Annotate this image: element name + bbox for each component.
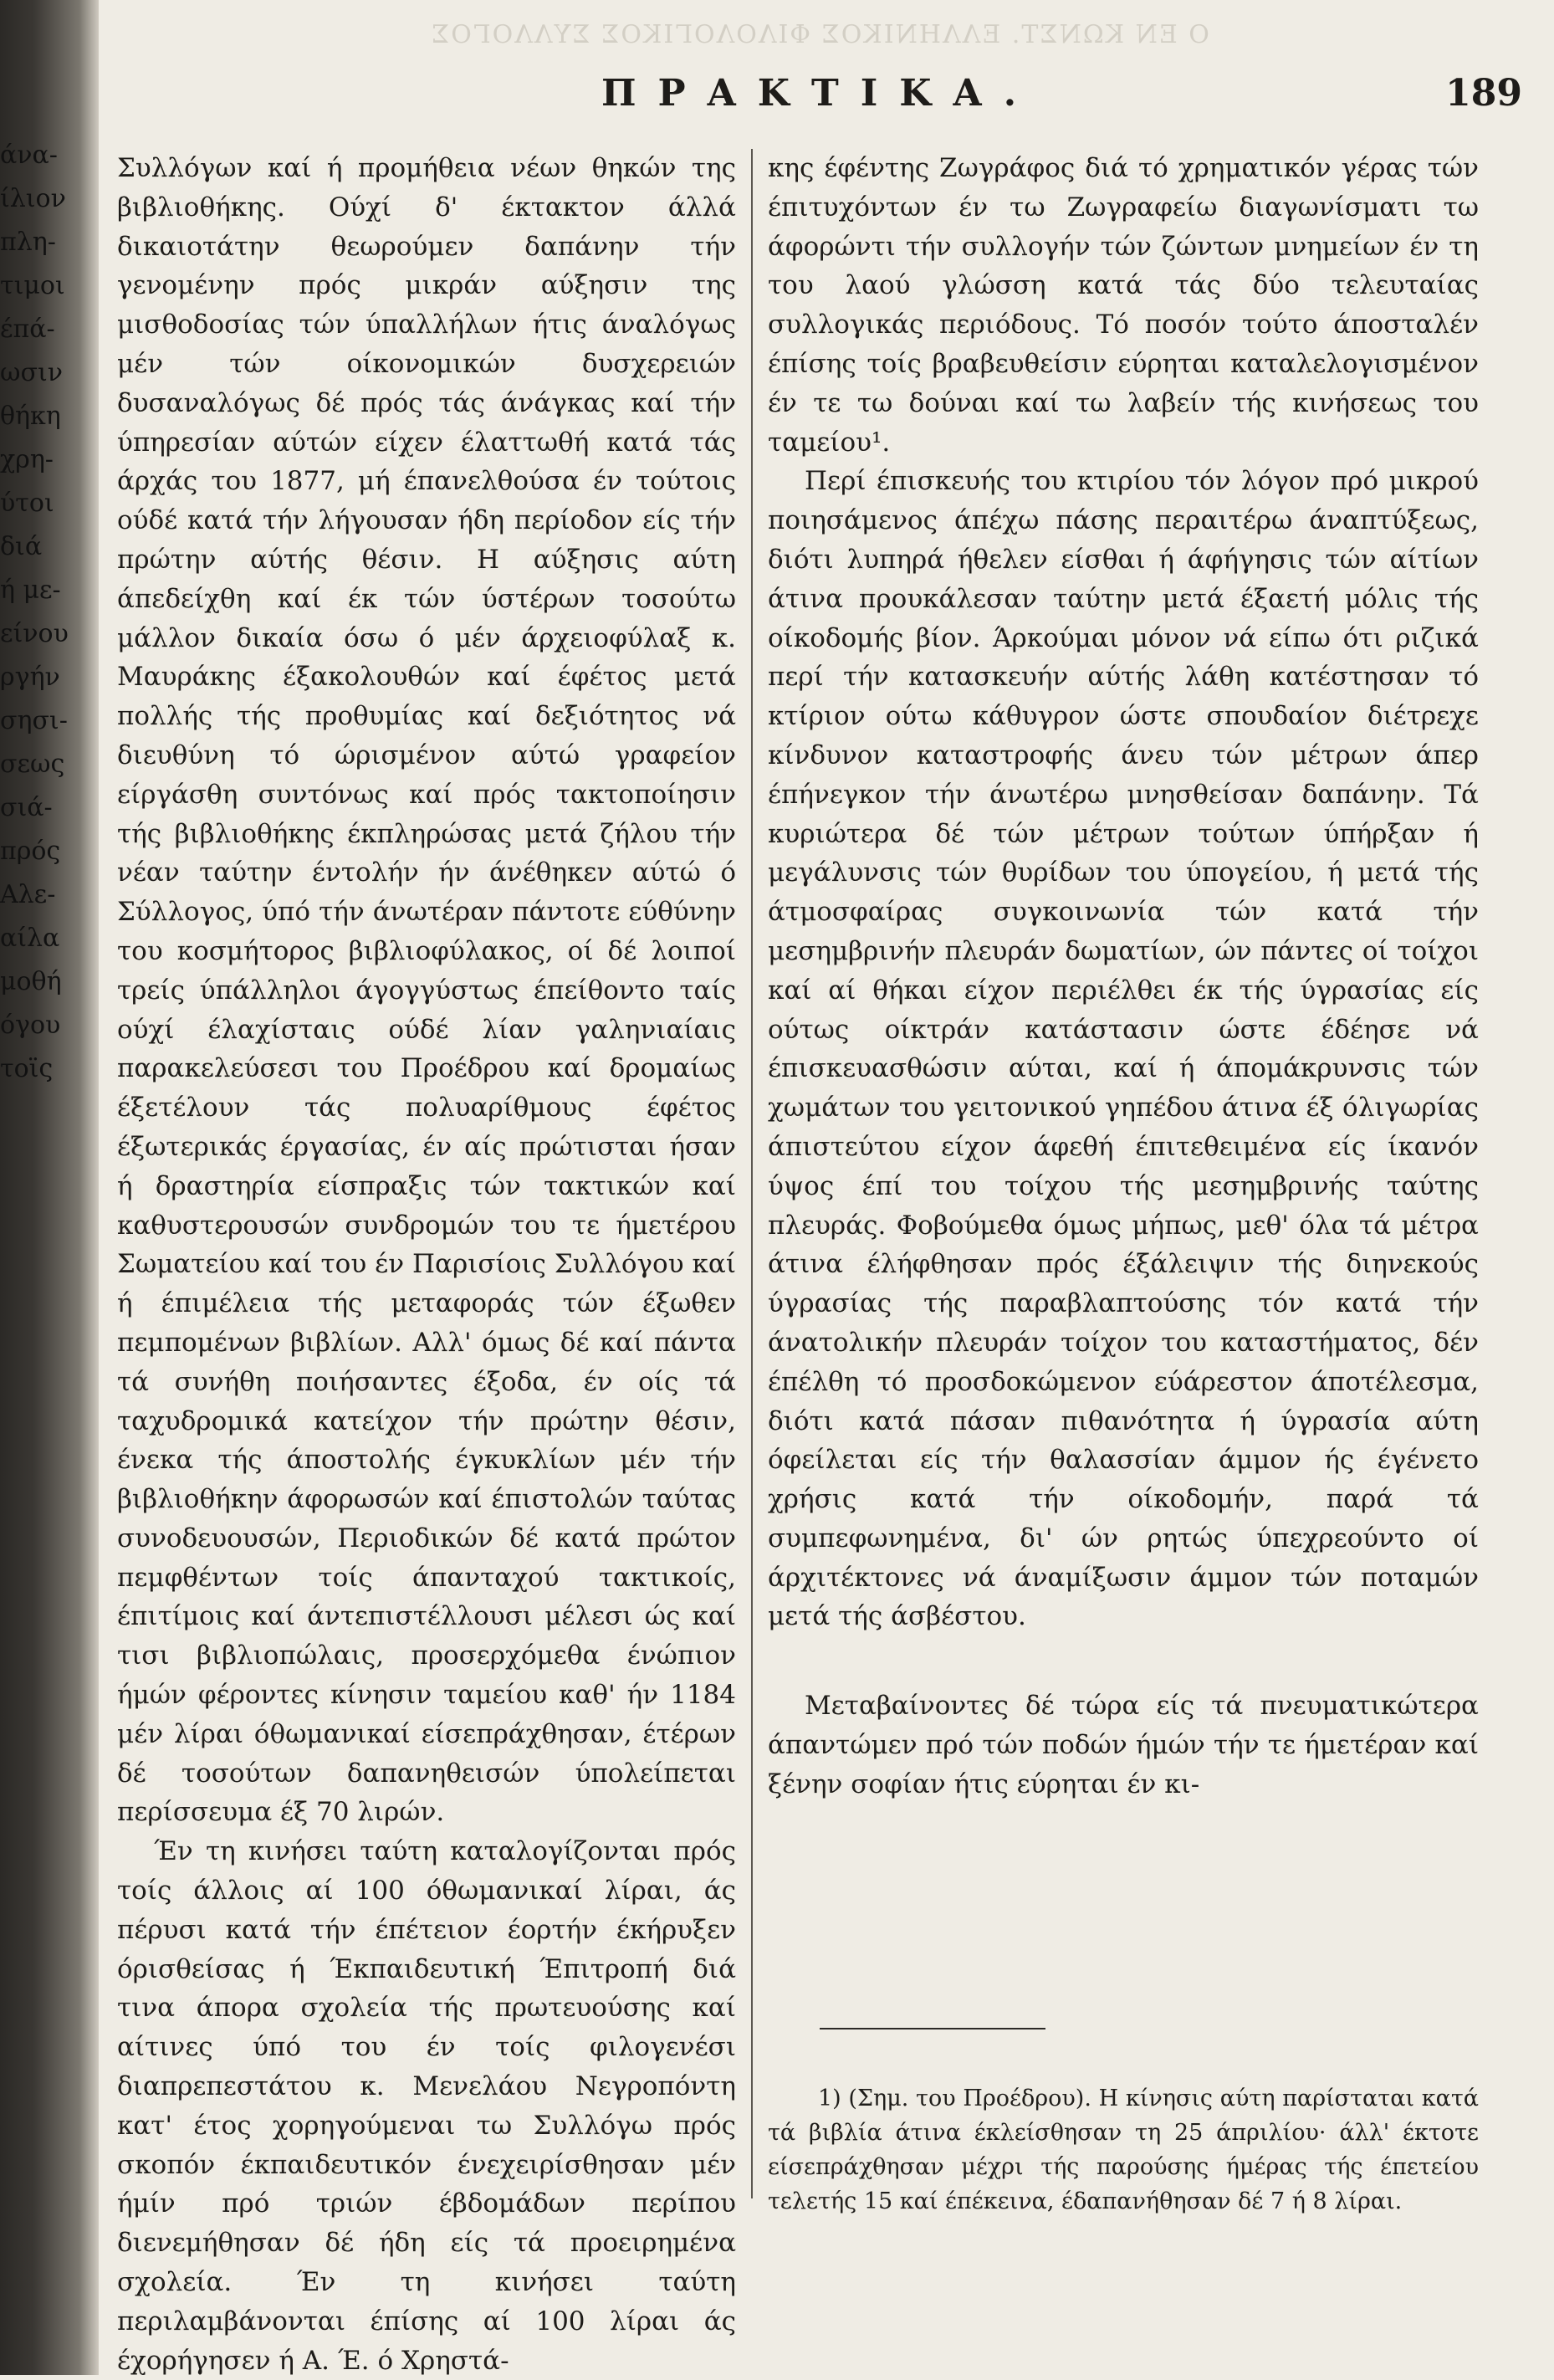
paragraph: κης έφέντης Ζωγράφος διά τό χρηματικόν γέρας τών έπιτυχόντων έν τω Ζωγραφείω διαγωνίσματι τω άφορώντι τήν συλλογήν τών ζώντων μνημείων έν τη του λαού γλώσση κατά τάς δύο τελευταίας συλλογικάς περιόδους. Τό ποσόν τούτο άποσταλέν έπίσης τοίς βραβευθείσιν εύρηται καταλελογισμένον έν τε τω δούναι καί τω λαβείν τής κινήσεως του ταμείου¹.: [768, 153, 1479, 458]
margin-fragment: ή με-: [0, 576, 61, 605]
page-number: 189: [1445, 72, 1522, 115]
footnote: 1) (Σημ. του Προέδρου). Η κίνησις αύτη παρίσταται κατά τά βιβλία άτινα έκλείσθησαν τη 25 άπριλίου· άλλ' έκτοτε είσεπράχθησαν μέχρι τής παρούσης ήμέρας τής έπετείου τελετής 15 καί έπέκεινα, έδαπανήθησαν δέ 7 ή 8 λίραι.: [768, 2086, 1479, 2214]
margin-fragment: θήκη: [0, 402, 61, 431]
footnote-rule: [820, 2028, 1045, 2029]
margin-fragment: διά: [0, 532, 43, 561]
margin-fragment: όγου: [0, 1011, 61, 1040]
margin-fragment: τιμοι: [0, 271, 65, 300]
section-gap: [768, 1636, 1479, 1686]
paragraph: Έν τη κινήσει ταύτη καταλογίζονται πρός τοίς άλλοις αί 100 όθωμανικαί λίραι, άς πέρυσι κατά τήν έπέτειον έορτήν έκήρυξεν όρισθείσας ή Έκπαιδευτική Έπιτροπή διά τινα άπορα σχολεία τής πρωτευούσης καί αίτινες ύπό του έν τοίς φιλογενέσι διαπρεπεστάτου κ. Μενελάου Νεγροπόντη κατ' έτος χορηγούμεναι τω Συλλόγω πρός σκοπόν έκπαιδευτικόν ένεχειρίσθησαν μέν ήμίν πρό τριών έβδομάδων περίπου διενεμήθησαν δέ ήδη είς τά προειρημένα σχολεία. Έν τη κινήσει ταύτη περιλαμβάνονται έπίσης αί 100 λίραι άς έχορήγησεν ή Α. Έ. ό Χρηστά-: [117, 1836, 736, 2376]
margin-fragment: ίλιον: [0, 184, 66, 213]
margin-fragment: ύτοι: [0, 489, 54, 518]
paragraph: Συλλόγων καί ή προμήθεια νέων θηκών της βιβλιοθήκης. Ούχί δ' έκτακτον άλλά δικαιοτάτην θεωρούμεν δαπάνην τήν γενομένην πρός μικράν αύξησιν της μισθοδοσίας τών ύπαλλήλων ήτις άναλόγως μέν τών οίκονομικών δυσχερειών δυσαναλόγως δέ πρός τάς άνάγκας καί τήν ύπηρεσίαν αύτών είχεν έλαττωθή κατά τάς άρχάς του 1877, μή έπανελθούσα έν τούτοις ούδέ κατά τήν λήγουσαν ήδη περίοδον είς τήν πρώτην αύτής θέσιν. Η αύξησις αύτη άπεδείχθη καί έκ τών ύστέρων τοσούτω μάλλον δικαία όσω ό μέν άρχειοφύλαξ κ. Μαυράκης έξακολουθών καί έφέτος μετά πολλής τής προθυμίας καί δεξιότητος νά διευθύνη τό ώρισμένον αύτώ γραφείον είργάσθη συντόνως καί πρός τακτοποίησιν τής βιβλιοθήκης έκπληρώσας μετά ζήλου τήν νέαν ταύτην έντολήν ήν άνέθηκεν αύτώ ό Σύλλογος, ύπό τήν άνωτέραν πάντοτε εύθύνην του κοσμήτορος βιβλιοφύλακος, οί δέ λοιποί τρείς ύπάλληλοι άγογγύστως έπείθοντο ταίς ούχί έλαχίσταις ούδέ λίαν γαληνιαίαις παρακελεύσεσι του Προέδρου καί δρομαίως έξετέλουν τάς πολυαρίθμους έφέτος έξωτερικάς έργασίας, έν αίς πρώτισται ήσαν ή δραστηρία είσπραξις τών τακτικών καί καθυστερουσών συνδρομών του τε ήμετέρου Σωματείου καί του έν Παρισίοις Συλλόγου καί ή έπιμέλεια τής μεταφοράς τών έξωθεν πεμπομένων βιβλίων. Αλλ' όμως δέ καί πάντα τά συνήθη ποιήσαντες έξοδα, έν οίς τά ταχυδρομικά κατείχον τήν πρώτην θέσιν, ένεκα τής άποστολής έγκυκλίων μέν τήν βιβλιοθήκην άφορωσών καί έπιστολών ταύτας συνοδευουσών, Περιοδικών δέ κατά πρώτον πεμφθέντων τοίς άπανταχού τακτικοίς, έπιτίμοις καί άντεπιστέλλουσι μέλεσι ώς καί τισι βιβλιοπώλαις, προσερχόμεθα ένώπιον ήμών φέροντες κίνησιν ταμείου καθ' ήν 1184 μέν λίραι όθωμανικαί είσεπράχθησαν, έτέρων δέ τοσούτων δαπανηθεισών ύπολείπεται περίσσευμα έξ 70 λιρών.: [117, 153, 736, 1828]
margin-fragment: άνα-: [0, 141, 58, 170]
running-head: [117, 72, 1522, 122]
margin-fragment: είνου: [0, 619, 69, 648]
margin-fragment: μοθή: [0, 967, 62, 996]
margin-fragment: έπά-: [0, 315, 55, 344]
margin-fragment: σεως: [0, 750, 65, 779]
margin-fragment: σησι-: [0, 706, 68, 735]
right-column: [768, 149, 1479, 1804]
margin-fragment: ωσιν: [0, 358, 63, 387]
left-column: [117, 149, 736, 2380]
show-through-text: Ο ΕΝ ΚΩΝΣΤ. ΕΛΛΗΝΙΚΟΣ ΦΙΛΟΛΟΓΙΚΟΣ ΣΥΛΛΟΓΟΣ: [430, 20, 1209, 49]
column-divider: [751, 149, 753, 2198]
margin-fragment: σιά-: [0, 793, 53, 822]
margin-fragment: πλη-: [0, 228, 56, 257]
paragraph: Περί έπισκευής του κτιρίου τόν λόγον πρό μικρού ποιησάμενος άπέχω πάσης περαιτέρω άναπτύξεως, διότι λυπηρά ήθελεν είσθαι ή άφήγησις τών αίτίων άτινα προυκάλεσαν ταύτην μετά έξαετή μόλις τής οίκοδομής βίον. Άρκούμαι μόνον νά είπω ότι ριζικά περί τήν κατασκευήν αύτής λάθη κατέστησαν τό κτίριον ούτω κάθυγρον ώστε σπουδαίον διέτρεχε κίνδυνον καταστροφής άνευ τών μέτρων άπερ έπήνεγκον τήν άνωτέρω μνησθείσαν δαπάνην. Τά κυριώτερα δέ τών μέτρων τούτων ύπήρξαν ή μεγάλυνσις τών θυρίδων του ύπογείου, ή μετά τής άτμοσφαίρας συγκοινωνία τών κατά τήν μεσημβρινήν πλευράν δωματίων, ών πάντες οί τοίχοι καί αί θήκαι είχον περιέλθει έκ τής ύγρασίας είς ούτως οίκτράν κατάστασιν ώστε έδέησε νά έπισκευασθώσιν αύται, καί ή άπομάκρυνσις τών χωμάτων του γειτονικού γηπέδου άτινα έξ όλιγωρίας άπιστεύτου είχον άφεθή έπιτεθειμένα είς ίκανόν ύψος έπί του τοίχου τής μεσημβρινής ταύτης πλευράς. Φοβούμεθα όμως μήπως, μεθ' όλα τά μέτρα άτινα έλήφθησαν πρός έξάλειψιν τής διηνεκούς ύγρασίας τής παραβλαπτούσης τόν κατά τήν άνατολικήν πλευράν τοίχον του καταστήματος, δέν έπέλθη τό προσδοκώμενον εύάρεστον άποτέλεσμα, διότι κατά πάσαν πιθανότητα ή ύγρασία αύτη όφείλεται είς τήν θαλασσίαν άμμον ής έγένετο χρήσις κατά τήν οίκοδομήν, παρά τά συμπεφωνημένα, δι' ών ρητώς ύπεχρεούντο οί άρχιτέκτονες νά άναμίξωσιν άμμον τών ποταμών μετά τής άσβέστου.: [768, 466, 1479, 1632]
left-margin-bleed: [0, 134, 69, 1221]
margin-fragment: χρη-: [0, 445, 54, 474]
margin-fragment: αίλα: [0, 924, 60, 953]
margin-fragment: πρός: [0, 837, 61, 866]
margin-fragment: ργήν: [0, 663, 60, 692]
paragraph: Μεταβαίνοντες δέ τώρα είς τά πνευματικώτερα άπαντώμεν πρό τών ποδών ήμών τήν τε ήμετέραν καί ξένην σοφίαν ήτις εύρηται έν κι-: [768, 1691, 1479, 1799]
margin-fragment: Αλε-: [0, 880, 56, 909]
margin-fragment: τοϊς: [0, 1054, 54, 1083]
page-title: ΠΡΑΚΤΙΚΑ.: [601, 72, 1039, 115]
